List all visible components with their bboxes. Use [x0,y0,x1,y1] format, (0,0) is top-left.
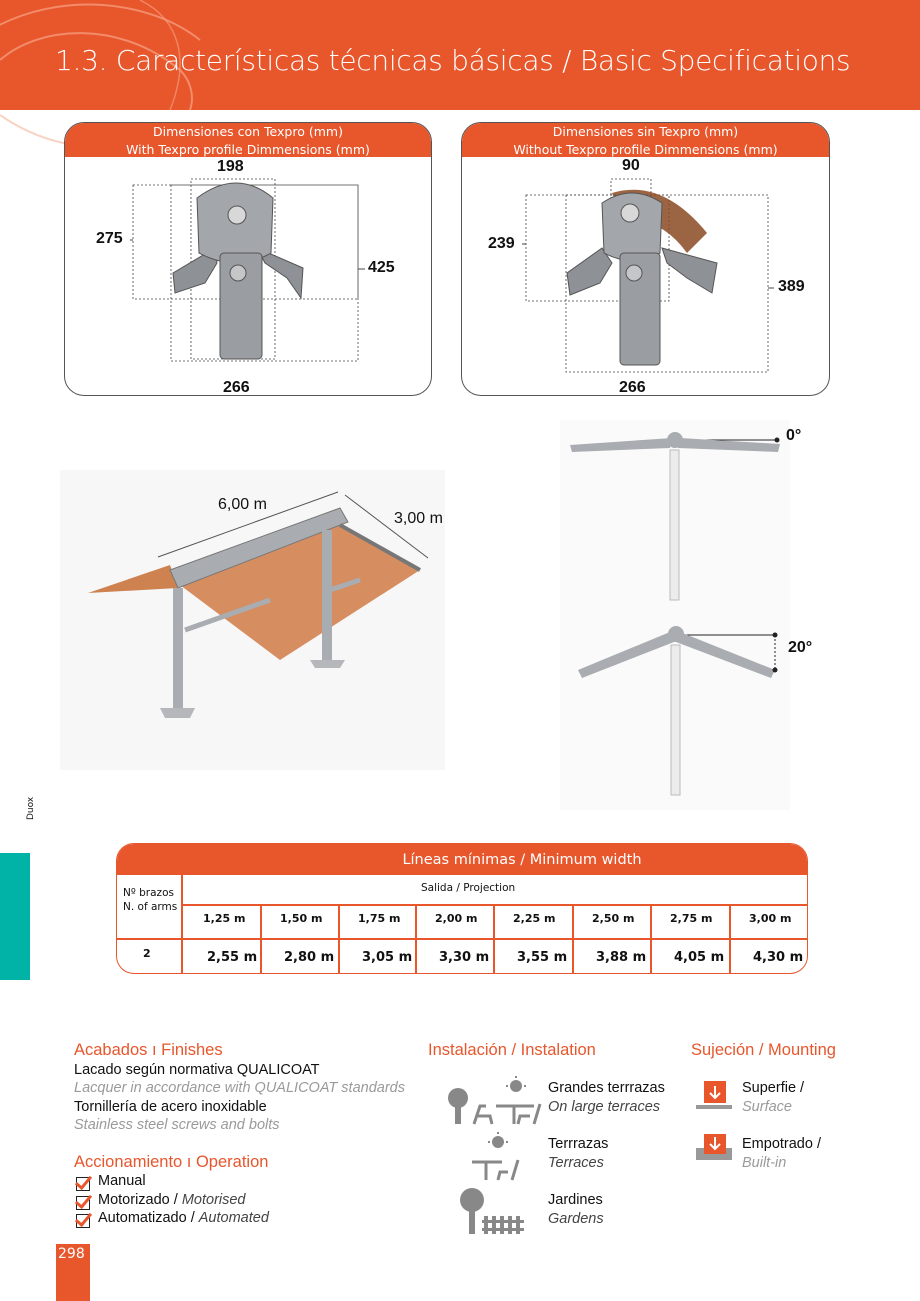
finish-lacquer-en: Lacquer in accordance with QUALICOAT standards [74,1080,405,1096]
projection-value: 1,75 m [358,912,401,925]
checkbox-checked-icon [76,1177,90,1191]
dimension-left: 239 [488,235,515,252]
divider [415,904,417,973]
projection-value: 2,50 m [592,912,635,925]
projection-value: 2,00 m [435,912,478,925]
min-width-value: 2,55 m [207,950,258,965]
operation-automated-en: Automated [198,1210,269,1226]
min-width-value: 2,80 m [284,950,335,965]
awning-illustration [60,470,445,770]
min-width-value: 3,55 m [517,950,568,965]
large-terrace-icon [444,1076,542,1128]
finish-screws-en: Stainless steel screws and bolts [74,1117,280,1133]
min-width-value: 4,30 m [753,950,804,965]
min-width-value: 4,05 m [674,950,725,965]
projection-value: 1,50 m [280,912,323,925]
operation-title: Accionamiento ı Operation [74,1153,269,1171]
heading-es: Dimensiones con Texpro (mm) [153,124,343,139]
divider [729,904,731,973]
built-in-mount-icon [696,1134,732,1162]
install-gardens-en: Gardens [548,1211,604,1227]
surface-mount-icon [696,1081,732,1109]
min-width-value: 3,88 m [596,950,647,965]
divider [260,904,262,973]
projection-value: 1,25 m [203,912,246,925]
terrace-icon [468,1132,524,1184]
bracket-drawing [462,123,830,396]
operation-automated-es: Automatizado / [98,1210,195,1226]
divider [181,904,808,906]
mount-built-in-es: Empotrado / [742,1136,821,1152]
projection-value: 2,25 m [513,912,556,925]
arms-header-es: Nº brazos [123,887,174,899]
operation-motorised-es: Motorizado / [98,1192,178,1208]
installation-title: Instalación / Instalation [428,1041,596,1059]
dimension-left: 275 [96,230,123,247]
divider [181,875,183,973]
dimension-top: 198 [217,158,244,175]
finishes-title: Acabados ı Finishes [74,1041,223,1059]
divider [117,938,808,940]
dimension-right: 425 [368,259,395,276]
awning-width-label: 6,00 m [218,496,267,513]
garden-icon [456,1186,530,1238]
mount-surface-es: Superfie / [742,1080,805,1096]
install-large-terraces-es: Grandes terrrazas [548,1080,665,1096]
page-header [0,0,920,110]
arm-angle-illustration [560,420,790,810]
checkbox-checked-icon [76,1214,90,1228]
install-terraces-en: Terraces [548,1155,604,1171]
heading-es: Dimensiones sin Texpro (mm) [552,124,739,139]
dimension-panel-without-texpro [461,122,830,396]
dimension-bottom: 266 [619,379,646,396]
projection-value: 3,00 m [749,912,792,925]
dimension-panel-with-texpro [64,122,432,396]
mount-surface-en: Surface [742,1099,792,1115]
operation-manual: Manual [98,1173,146,1189]
awning-depth-label: 3,00 m [394,510,443,527]
minimum-width-table [116,843,808,974]
min-width-value: 3,30 m [439,950,490,965]
operation-motorised-en: Motorised [181,1192,246,1208]
install-large-terraces-en: On large terraces [548,1099,661,1115]
angle-0-label: 0° [786,427,802,444]
page-title: 1.3. Características técnicas básicas / Basic Specifications [55,44,851,77]
projection-value: 2,75 m [670,912,713,925]
page-number: 298 [56,1244,90,1301]
angle-20-label: 20° [788,639,813,656]
heading-en: With Texpro profile Dimmensions (mm) [126,142,370,157]
checkbox-checked-icon [76,1196,90,1210]
arms-value: 2 [143,947,151,960]
install-gardens-es: Jardines [548,1192,603,1208]
install-terraces-es: Terrrazas [548,1136,609,1152]
section-color-tab [0,853,30,980]
table-title: Líneas mínimas / Minimum width [117,844,807,875]
mount-built-in-en: Built-in [742,1155,787,1171]
side-section-label: Duox [26,796,36,820]
arms-header-en: N. of arms [123,901,178,913]
projection-header: Salida / Projection [421,882,516,894]
divider [572,904,574,973]
min-width-value: 3,05 m [362,950,413,965]
divider [338,904,340,973]
heading-en: Without Texpro profile Dimmensions (mm) [513,142,778,157]
divider [650,904,652,973]
dimension-bottom: 266 [223,379,250,396]
finish-lacquer-es: Lacado según normativa QUALICOAT [74,1062,320,1078]
divider [493,904,495,973]
finish-screws-es: Tornillería de acero inoxidable [74,1099,267,1115]
dimension-right: 389 [778,278,805,295]
dimension-top: 90 [622,157,640,174]
mounting-title: Sujeción / Mounting [691,1041,836,1059]
